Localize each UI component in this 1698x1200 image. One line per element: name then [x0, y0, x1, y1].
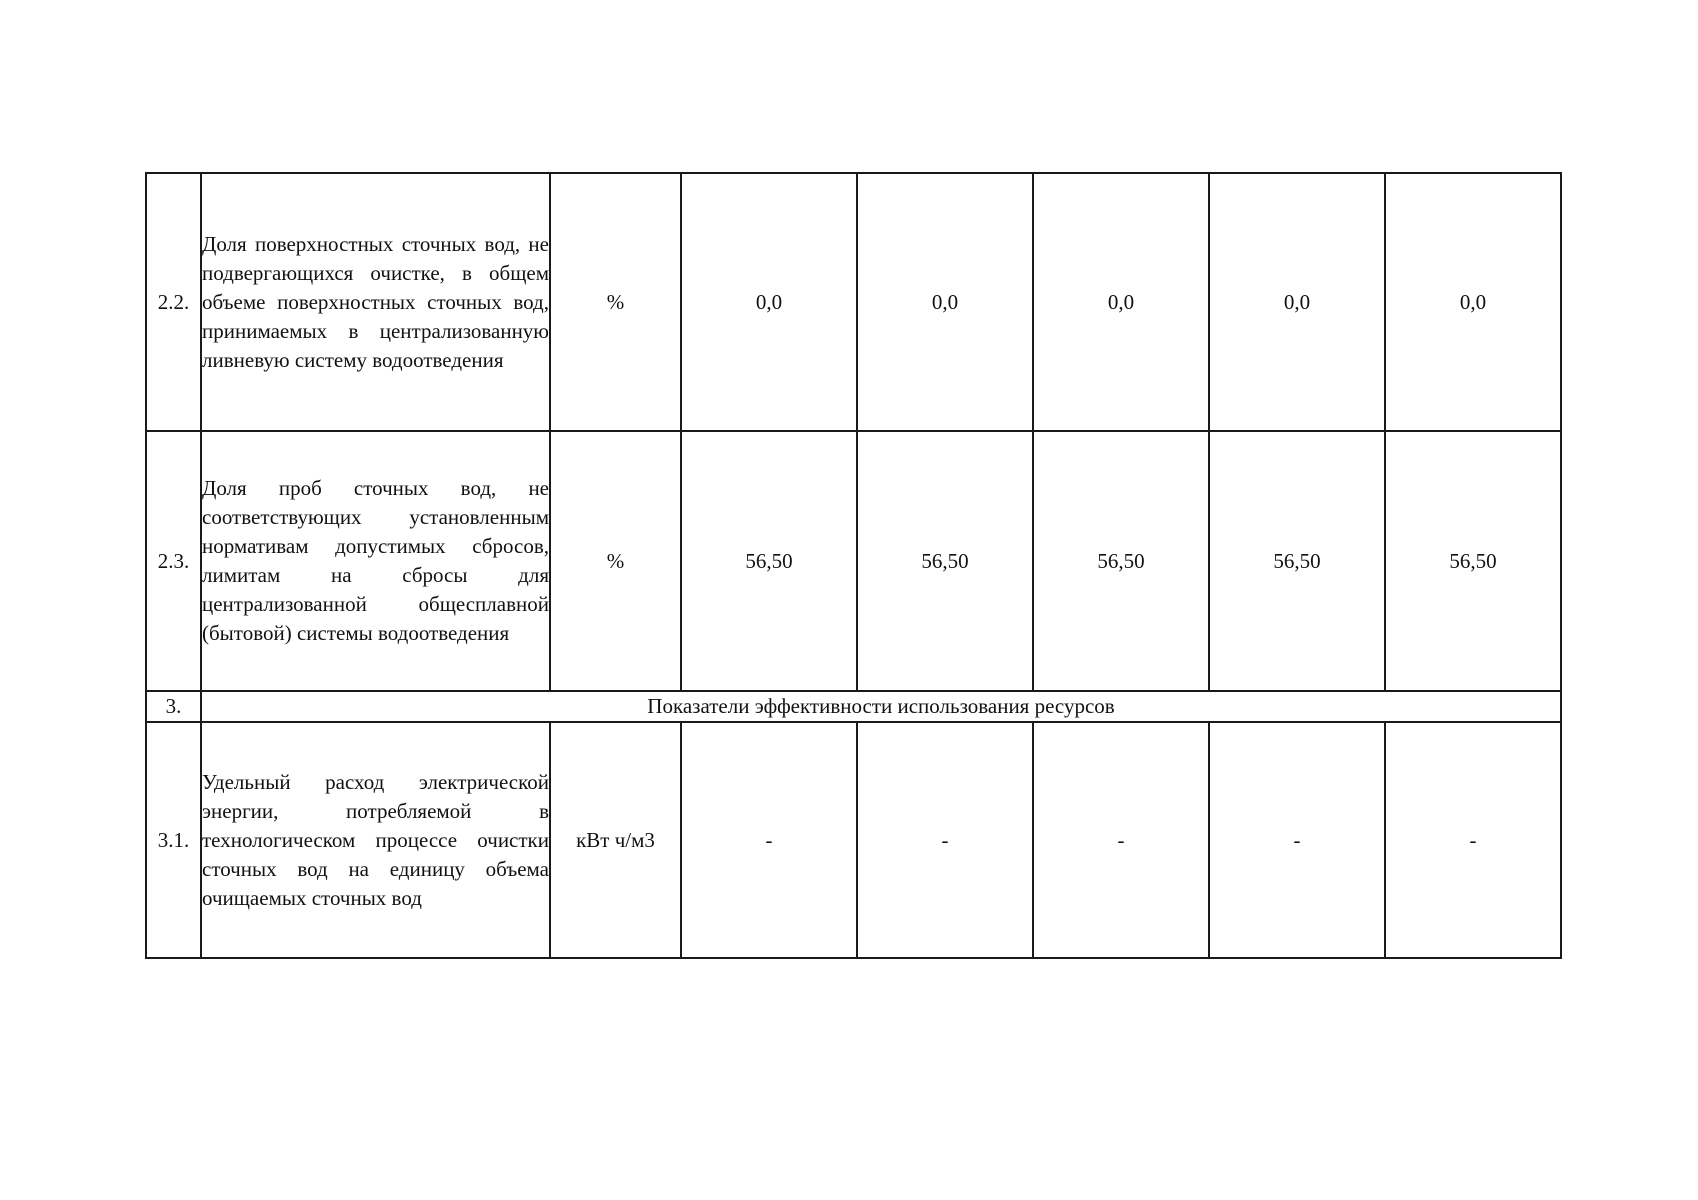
row-number: 3.1. — [146, 722, 201, 958]
unit-cell: % — [550, 173, 681, 431]
row-number: 2.3. — [146, 431, 201, 691]
table-row — [146, 722, 1561, 958]
indicator-description: Доля проб сточных вод, не соответствующих установленным нормативам допустимых сбросов, лимитам на сбросы для централизованной общесплавной (бытовой) системы водоотведения — [201, 431, 550, 691]
value-cell: 0,0 — [681, 173, 857, 431]
value-cell: 56,50 — [1385, 431, 1561, 691]
section-row — [146, 691, 1561, 722]
value-cell: 0,0 — [1385, 173, 1561, 431]
value-cell: - — [857, 722, 1033, 958]
value-cell: 0,0 — [857, 173, 1033, 431]
section-number: 3. — [146, 691, 201, 722]
value-cell: - — [1385, 722, 1561, 958]
value-cell: 0,0 — [1209, 173, 1385, 431]
value-cell: - — [1033, 722, 1209, 958]
unit-cell: % — [550, 431, 681, 691]
value-cell: 0,0 — [1033, 173, 1209, 431]
indicator-table — [145, 172, 1562, 959]
value-cell: - — [681, 722, 857, 958]
table-row — [146, 431, 1561, 691]
value-cell: - — [1209, 722, 1385, 958]
unit-cell: кВт ч/м3 — [550, 722, 681, 958]
row-number: 2.2. — [146, 173, 201, 431]
indicator-description: Удельный расход электрической энергии, потребляемой в технологическом процессе очистки сточных вод на единицу объема очищаемых сточных вод — [201, 722, 550, 958]
table-row — [146, 173, 1561, 431]
value-cell: 56,50 — [857, 431, 1033, 691]
value-cell: 56,50 — [1209, 431, 1385, 691]
value-cell: 56,50 — [681, 431, 857, 691]
section-title: Показатели эффективности использования ресурсов — [201, 691, 1561, 722]
indicator-description: Доля поверхностных сточных вод, не подвергающихся очистке, в общем объеме поверхностных сточных вод, принимаемых в централизованную ливневую систему водоотведения — [201, 173, 550, 431]
value-cell: 56,50 — [1033, 431, 1209, 691]
